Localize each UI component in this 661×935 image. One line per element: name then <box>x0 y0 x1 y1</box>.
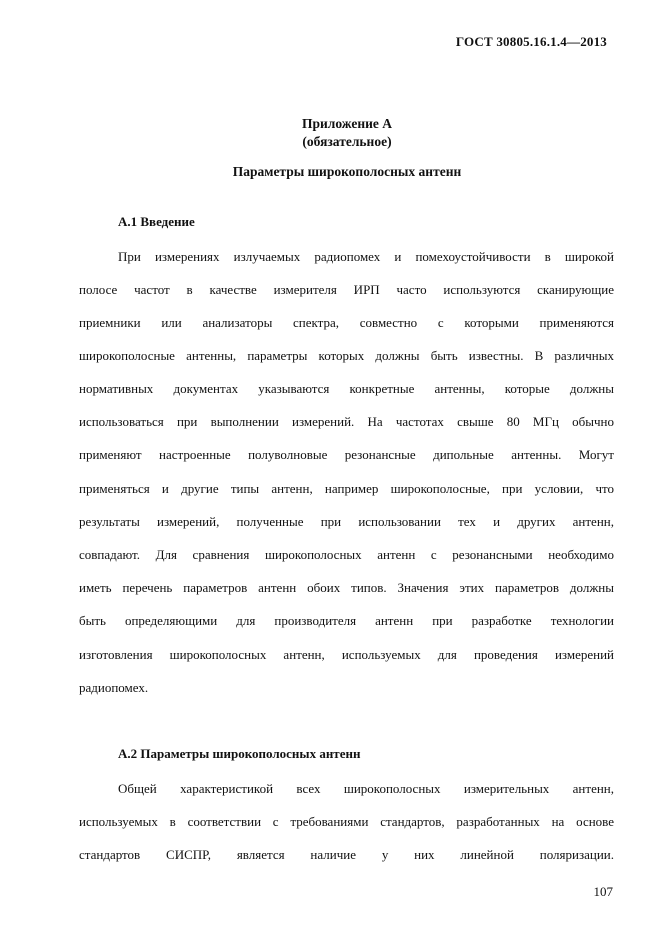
paragraph-line: стандартов СИСПР, является наличие у них линейной поляризации. <box>79 847 614 862</box>
paragraph-line: результаты измерений, полученные при использовании тех и других антенн, <box>79 514 614 529</box>
paragraph-line: полосе частот в качестве измерителя ИРП часто используются сканирующие <box>79 282 614 297</box>
paragraph-line: применяют настроенные полуволновые резонансные дипольные антенны. Могут <box>79 447 614 462</box>
paragraph-line: широкополосные антенны, параметры которых должны быть известны. В различных <box>79 348 614 363</box>
annex-heading: Параметры широкополосных антенн <box>232 164 462 179</box>
paragraph-line: Общей характеристикой всех широкополосных измерительных антенн, <box>118 781 614 796</box>
annex-status: (обязательное) <box>302 134 392 149</box>
paragraph-line: быть определяющими для производителя антенн при разработке технологии <box>79 613 614 628</box>
section-heading-introduction: А.1 Введение <box>118 214 195 229</box>
paragraph-line: совпадают. Для сравнения широкополосных антенн с резонансными необходимо <box>79 547 614 562</box>
paragraph-line: нормативных документах указываются конкретные антенны, которые должны <box>79 381 614 396</box>
paragraph-line: применяться и другие типы антенн, например широкополосные, при условии, что <box>79 481 614 496</box>
paragraph-line: изготовления широкополосных антенн, используемых для проведения измерений <box>79 647 614 662</box>
paragraph-line: приемники или анализаторы спектра, совместно с которыми применяются <box>79 315 614 330</box>
paragraph-line: использоваться при выполнении измерений. На частотах свыше 80 МГц обычно <box>79 414 614 429</box>
page-number: 107 <box>593 884 613 899</box>
annex-title: Приложение А <box>301 116 393 131</box>
section-heading-antenna-parameters: А.2 Параметры широкополосных антенн <box>118 746 361 761</box>
document-id-header: ГОСТ 30805.16.1.4—2013 <box>455 34 607 49</box>
paragraph-line: используемых в соответствии с требованиями стандартов, разработанных на основе <box>79 814 614 829</box>
paragraph-line: При измерениях излучаемых радиопомех и помехоустойчивости в широкой <box>118 249 614 264</box>
paragraph-line: радиопомех. <box>79 680 149 695</box>
paragraph-line: иметь перечень параметров антенн обоих типов. Значения этих параметров должны <box>79 580 614 595</box>
